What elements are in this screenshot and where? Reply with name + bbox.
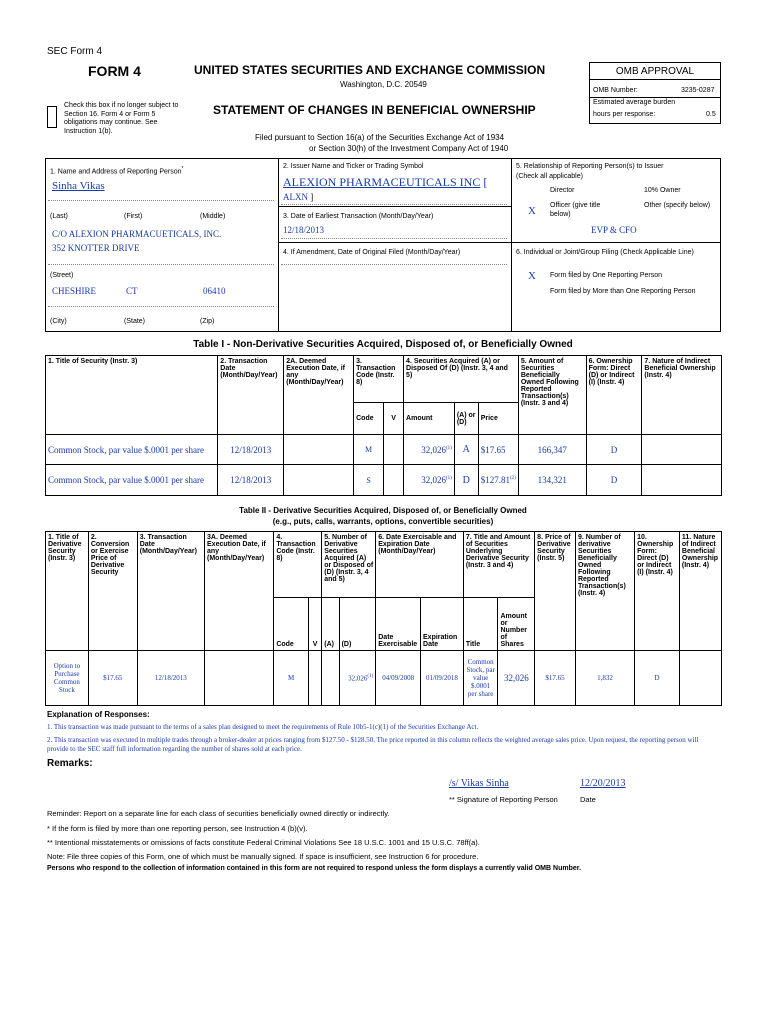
explanation-1: 1. This transaction was made pursuant to the terms of a sales plan designed to meet the requirements of Rule 10b5-1(c)(1) of the Securities Exchange Act. bbox=[47, 723, 479, 731]
last-label: (Last) bbox=[50, 213, 68, 220]
t1-sub-v: V bbox=[384, 403, 404, 435]
t2-sub-title: Title bbox=[463, 598, 498, 651]
t1-r2-owned: 134,321 bbox=[518, 465, 586, 496]
table1 bbox=[45, 355, 722, 496]
officer-title: EVP & CFO bbox=[591, 225, 637, 235]
t2-sub-expiration: Expiration Date bbox=[421, 598, 464, 651]
t1-header-title: 1. Title of Security (Instr. 3) bbox=[46, 356, 218, 435]
filed-pursuant-line-1: Filed pursuant to Section 16(a) of the Securities Exchange Act of 1934 bbox=[255, 133, 505, 142]
omb-number: 3235-0287 bbox=[681, 87, 715, 94]
omb-title: OMB APPROVAL bbox=[615, 66, 695, 77]
sec-form-label: SEC Form 4 bbox=[47, 46, 103, 57]
no-longer-subject-checkbox[interactable] bbox=[47, 106, 57, 128]
t2-r1-conv: $17.65 bbox=[88, 651, 137, 706]
checkbox-instruction: Check this box if no longer subject to Section 16. Form 4 or Form 5 obligations may continue. See Instruction 1(b). bbox=[64, 102, 179, 135]
footer-note-2: ** Intentional misstatements or omissions of facts constitute Federal Criminal Violations See 18 U.S.C. 1001 and 15 U.S.C. 78ff(a). bbox=[47, 838, 480, 847]
t2-r1-underlying-amount: 32,026 bbox=[498, 651, 535, 706]
t1-header-date: 2. Transaction Date (Month/Day/Year) bbox=[218, 356, 284, 435]
t1-r1-amount: 32,026$^{(1)}$ bbox=[404, 435, 455, 465]
t1-header-owned: 5. Amount of Securities Beneficially Owned Following Reported Transaction(s) (Instr. 3 and 4) bbox=[518, 356, 586, 435]
zip-value: 06410 bbox=[203, 286, 226, 296]
t1-r1-code: M bbox=[354, 435, 384, 465]
city-label: (City) bbox=[50, 318, 67, 325]
footer-reminder: Reminder: Report on a separate line for each class of securities beneficially owned directly or indirectly. bbox=[47, 809, 390, 818]
t1-r2-amount: 32,026$^{(1)}$ bbox=[404, 465, 455, 496]
t2-header-owned: 9. Number of derivative Securities Beneficially Owned Following Reported Transaction(s) (Instr. 4) bbox=[575, 532, 634, 651]
commission-location: Washington, D.C. 20549 bbox=[340, 80, 427, 89]
t1-sub-amount: Amount bbox=[404, 403, 455, 435]
t2-header-code: 4. Transaction Code (Instr. 8) bbox=[274, 532, 322, 598]
t1-r1-title: Common Stock, par value $.0001 per share bbox=[46, 435, 218, 465]
table-row bbox=[46, 435, 722, 465]
box6-label: 6. Individual or Joint/Group Filing (Check Applicable Line) bbox=[516, 249, 694, 256]
t1-r2-price: $127.81$^{(2)}$ bbox=[478, 465, 518, 496]
form-title: FORM 4 bbox=[88, 63, 141, 79]
ticker-symbol[interactable]: ALXN ] bbox=[283, 192, 314, 202]
t2-header-deemed: 3A. Deemed Execution Date, if any (Month/Day/Year) bbox=[205, 532, 274, 651]
footer-note-3: Note: File three copies of this Form, one of which must be manually signed. If space is insufficient, see Instruction 6 for procedure. bbox=[47, 852, 479, 861]
t1-r2-date: 12/18/2013 bbox=[218, 465, 284, 496]
omb-hours-label: hours per response: bbox=[593, 111, 656, 118]
t2-sub-amount: Amount or Number of Shares bbox=[498, 598, 535, 651]
earliest-transaction-date: 12/18/2013 bbox=[283, 225, 325, 235]
omb-burden-label: Estimated average burden bbox=[593, 99, 676, 106]
t2-sub-v: V bbox=[308, 598, 321, 651]
t1-header-code: 3. Transaction Code (Instr. 8) bbox=[354, 356, 404, 403]
t2-sub-exercisable: Date Exercisable bbox=[376, 598, 421, 651]
box1-label: 1. Name and Address of Reporting Person* bbox=[50, 166, 184, 176]
director-option: Director bbox=[550, 187, 575, 194]
remarks-title: Remarks: bbox=[47, 758, 93, 769]
box3-label: 3. Date of Earliest Transaction (Month/Day/Year) bbox=[283, 213, 434, 220]
one-person-check-mark[interactable]: X bbox=[528, 270, 536, 282]
t2-sub-d: (D) bbox=[339, 598, 376, 651]
box2-label: 2. Issuer Name and Ticker or Trading Symbol bbox=[283, 163, 424, 170]
reporting-person-name[interactable]: Sinha Vikas bbox=[52, 180, 105, 192]
filed-pursuant-line-2: or Section 30(h) of the Investment Company Act of 1940 bbox=[309, 144, 509, 153]
middle-label: (Middle) bbox=[200, 213, 226, 220]
table2 bbox=[45, 531, 722, 706]
t2-sub-code: Code bbox=[274, 598, 309, 651]
address-line-2: 352 KNOTTER DRIVE bbox=[52, 243, 140, 253]
t1-r2-form: D bbox=[586, 465, 642, 496]
signature-date: 12/20/2013 bbox=[580, 778, 626, 789]
one-person-option: Form filed by One Reporting Person bbox=[550, 272, 663, 279]
footer-omb-notice: Persons who respond to the collection of information contained in this form are not required to respond unless the form displays a currently valid OMB Number. bbox=[47, 865, 582, 872]
t2-header-underlying: 7. Title and Amount of Securities Underlying Derivative Security (Instr. 3 and 4) bbox=[463, 532, 534, 598]
statement-title: STATEMENT OF CHANGES IN BENEFICIAL OWNERSHIP bbox=[213, 103, 536, 117]
box4-label: 4. If Amendment, Date of Original Filed (Month/Day/Year) bbox=[283, 249, 461, 256]
t2-sub-a: (A) bbox=[322, 598, 339, 651]
t2-r1-title: Option to Purchase Common Stock bbox=[46, 651, 89, 706]
street-label: (Street) bbox=[50, 272, 74, 279]
t1-header-form: 6. Ownership Form: Direct (D) or Indirect (I) (Instr. 4) bbox=[586, 356, 642, 435]
signature: /s/ Vikas Sinha bbox=[449, 778, 509, 789]
t2-r1-price: $17.65 bbox=[535, 651, 576, 706]
table-row bbox=[46, 651, 722, 706]
t2-header-title: 1. Title of Derivative Security (Instr. 3) bbox=[46, 532, 89, 651]
table-row bbox=[46, 465, 722, 496]
t2-r1-owned: 1,832 bbox=[575, 651, 634, 706]
t2-header-price: 8. Price of Derivative Security (Instr. 5) bbox=[535, 532, 576, 651]
t1-sub-price: Price bbox=[478, 403, 518, 435]
t1-header-nature: 7. Nature of Indirect Beneficial Ownership (Instr. 4) bbox=[642, 356, 722, 435]
t1-r1-date: 12/18/2013 bbox=[218, 435, 284, 465]
officer-check-mark[interactable]: X bbox=[528, 205, 536, 217]
box5-check-all: (Check all applicable) bbox=[516, 173, 583, 180]
state-label: (State) bbox=[124, 318, 146, 325]
first-label: (First) bbox=[124, 213, 143, 220]
t1-r1-owned: 166,347 bbox=[518, 435, 586, 465]
multi-person-option: Form filed by More than One Reporting Person bbox=[550, 288, 696, 295]
explanation-title: Explanation of Responses: bbox=[47, 710, 150, 719]
zip-label: (Zip) bbox=[200, 318, 215, 325]
issuer-name[interactable]: ALEXION PHARMACEUTICALS INC [ bbox=[283, 175, 488, 189]
t2-header-conv: 2. Conversion or Exercise Price of Derivative Security bbox=[88, 532, 137, 651]
footer-note-1: * If the form is filed by more than one reporting person, see Instruction 4 (b)(v). bbox=[47, 824, 308, 833]
table1-title: Table I - Non-Derivative Securities Acquired, Disposed of, or Beneficially Owned bbox=[193, 339, 573, 350]
t1-r2-title: Common Stock, par value $.0001 per share bbox=[46, 465, 218, 496]
state-value: CT bbox=[126, 286, 138, 296]
other-option: Other (specify below) bbox=[644, 202, 711, 209]
t2-r1-exercisable: 04/09/2008 bbox=[376, 651, 421, 706]
t2-header-nature: 11. Nature of Indirect Beneficial Ownership (Instr. 4) bbox=[679, 532, 721, 651]
commission-title: UNITED STATES SECURITIES AND EXCHANGE COMMISSION bbox=[194, 63, 546, 77]
t1-header-acquired: 4. Securities Acquired (A) or Disposed Of (D) (Instr. 3, 4 and 5) bbox=[404, 356, 519, 403]
omb-number-label: OMB Number: bbox=[593, 87, 638, 94]
t2-header-dates: 6. Date Exercisable and Expiration Date (Month/Day/Year) bbox=[376, 532, 464, 598]
box5-label: 5. Relationship of Reporting Person(s) to Issuer bbox=[516, 163, 664, 170]
t2-header-form: 10. Ownership Form: Direct (D) or Indirect (I) (Instr. 4) bbox=[635, 532, 680, 651]
t2-r1-underlying-title: Common Stock, par value $.0001 per share bbox=[463, 651, 498, 706]
t2-r1-expiration: 01/09/2018 bbox=[421, 651, 464, 706]
t1-header-deemed: 2A. Deemed Execution Date, if any (Month/Day/Year) bbox=[284, 356, 354, 435]
signature-label: ** Signature of Reporting Person bbox=[449, 795, 558, 804]
t2-r1-disposed: 32,026$^{(1)}$ bbox=[339, 651, 376, 706]
address-line-1: C/O ALEXION PHARMACUETICALS, INC. bbox=[52, 229, 222, 239]
t1-sub-aord: (A) or (D) bbox=[454, 403, 478, 435]
ten-pct-owner-option: 10% Owner bbox=[644, 187, 681, 194]
t2-header-date: 3. Transaction Date (Month/Day/Year) bbox=[137, 532, 204, 651]
t1-r2-ad: D bbox=[454, 465, 478, 496]
explanation-2: 2. This transaction was executed in multiple trades through a broker-dealer at prices ranging from $127.50 - $128.50. The price reported in this column reflects the weighted average sales price. Upon request, the reporting person will provide to the SEC staff full information regarding the number of shares sold at each price. bbox=[47, 736, 699, 753]
t2-r1-code: M bbox=[274, 651, 309, 706]
t2-r1-form: D bbox=[635, 651, 680, 706]
t1-sub-code: Code bbox=[354, 403, 384, 435]
t1-r1-ad: A bbox=[454, 435, 478, 465]
t1-r1-price: $17.65 bbox=[478, 435, 518, 465]
officer-option: Officer (give title below) bbox=[550, 202, 601, 218]
omb-hours: 0.5 bbox=[706, 111, 716, 118]
t2-r1-date: 12/18/2013 bbox=[137, 651, 204, 706]
date-label: Date bbox=[580, 795, 596, 804]
t1-r2-code: S bbox=[354, 465, 384, 496]
table2-title: Table II - Derivative Securities Acquired, Disposed of, or Beneficially Owned (e.g., puts, calls, warrants, options, convertible securities) bbox=[239, 506, 527, 526]
city-value: CHESHIRE bbox=[52, 286, 97, 296]
t2-header-number: 5. Number of Derivative Securities Acquired (A) or Disposed of (D) (Instr. 3, 4 and 5) bbox=[322, 532, 376, 598]
t1-r1-form: D bbox=[586, 435, 642, 465]
